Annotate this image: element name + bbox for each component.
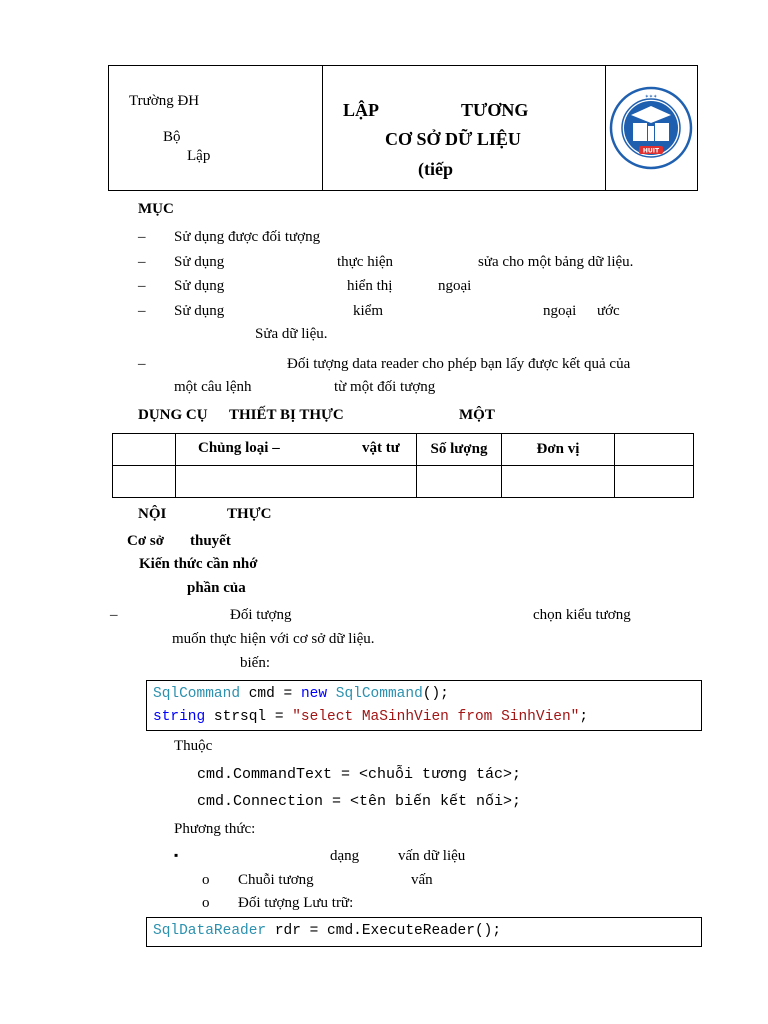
table-cell — [502, 466, 615, 498]
property-connection: cmd.Connection = <tên biến kết nối>; — [197, 793, 522, 810]
objective-4-part1: Sử dụng — [174, 303, 225, 319]
property-commandtext: cmd.CommandText = <chuỗi tương tác>; — [197, 766, 522, 783]
table-cell — [615, 466, 694, 498]
knowledge-heading: Kiến thức cần nhớ — [139, 556, 258, 572]
sub-department: Lập — [187, 148, 211, 164]
table-header-row — [113, 434, 694, 466]
content-item-cont: muốn thực hiện với cơ sở dữ liệu. — [172, 631, 375, 647]
dash-marker: – — [110, 607, 118, 623]
table-cell — [176, 466, 417, 498]
dash-marker: – — [138, 356, 146, 372]
sub-bullet-1-a: Chuỗi tương — [238, 872, 314, 888]
objective-3-part2: hiển thị — [347, 278, 393, 294]
table-row — [113, 466, 694, 498]
property-label: Thuộc — [174, 738, 213, 754]
objective-5-text: Đối tượng data reader cho phép bạn lấy được kết quả của — [287, 356, 631, 372]
method-label: Phương thức: — [174, 821, 256, 837]
header-table — [108, 65, 698, 191]
objective-3-part1: Sử dụng — [174, 278, 225, 294]
objective-2-part1: Sử dụng — [174, 254, 225, 270]
content-heading-a: NỘI — [138, 506, 167, 522]
sub-bullet-2: Đối tượng Lưu trữ: — [238, 895, 354, 911]
content-item-a: Đối tượng — [230, 607, 292, 623]
header-title-cell — [322, 66, 606, 190]
objective-4-part2: kiểm — [353, 303, 383, 319]
bullet-marker: ▪ — [174, 848, 179, 862]
bullet-1-a: dạng — [330, 848, 360, 864]
dash-marker: – — [138, 254, 146, 270]
header-school-cell — [109, 66, 323, 190]
equipment-table — [112, 433, 694, 498]
objective-1-text: Sử dụng được đối tượng — [174, 229, 321, 245]
col-type-label: Chủng loại – — [198, 440, 280, 456]
school-name: Trường ĐH — [129, 93, 200, 109]
equipment-heading-a: DỤNG CỤ — [138, 407, 208, 423]
sub-bullet-1-b: vấn — [411, 872, 433, 888]
theory-heading-a: Cơ sở — [127, 533, 165, 549]
dash-marker: – — [138, 229, 146, 245]
bullet-1-b: vấn dữ liệu — [398, 848, 466, 864]
dash-marker: – — [138, 278, 146, 294]
objectives-heading: MỤC — [138, 201, 174, 217]
col-material-label: vật tư — [362, 440, 400, 456]
code-line: string strsql = "select MaSinhVien from SinhVien"; — [153, 709, 589, 725]
code-block-reader — [146, 917, 702, 947]
objective-4-cont: Sửa dữ liệu. — [255, 326, 328, 342]
code-line: SqlDataReader rdr = cmd.ExecuteReader(); — [153, 923, 502, 939]
objective-4-part4: ước — [597, 303, 620, 319]
table-cell — [417, 466, 502, 498]
code-block-command — [146, 680, 702, 731]
objective-5-cont2: từ một đối tượng — [334, 379, 436, 395]
equipment-heading-c: MỘT — [459, 407, 495, 423]
title-line1-b: TƯƠNG — [461, 100, 529, 120]
dash-marker: – — [138, 303, 146, 319]
theory-heading-b: thuyết — [190, 533, 231, 549]
title-line3: (tiếp — [418, 159, 453, 179]
table-cell — [113, 466, 176, 498]
sub-bullet-marker: o — [202, 872, 210, 888]
department: Bộ — [163, 129, 181, 145]
school-logo — [609, 86, 693, 170]
logo-badge-text: HUIT — [642, 147, 660, 155]
objective-3-part3: ngoại — [438, 278, 472, 294]
section-heading: phần của — [187, 580, 246, 596]
objective-2-part3: sửa cho một bảng dữ liệu. — [478, 254, 634, 270]
code-line: SqlCommand cmd = new SqlCommand(); — [153, 686, 449, 702]
content-item-b: chọn kiểu tương — [533, 607, 631, 623]
variable-label: biến: — [240, 655, 270, 671]
table-header-type — [176, 434, 417, 466]
table-cell — [113, 434, 176, 466]
content-heading-b: THỰC — [227, 506, 272, 522]
objective-4-part3: ngoại — [543, 303, 577, 319]
svg-text:✶✶✶: ✶✶✶ — [644, 94, 658, 100]
title-line1-a: LẬP — [343, 100, 379, 120]
objective-5-cont1: một câu lệnh — [174, 379, 252, 395]
sub-bullet-marker: o — [202, 895, 210, 911]
header-logo-cell — [605, 66, 697, 190]
col-qty-label: Số lượng — [417, 434, 502, 466]
table-cell — [615, 434, 694, 466]
equipment-heading-b: THIẾT BỊ THỰC — [229, 407, 344, 423]
objective-2-part2: thực hiện — [337, 254, 394, 270]
title-line2: CƠ SỞ DỮ LIỆU — [385, 129, 521, 149]
col-unit-label: Đơn vị — [502, 434, 615, 466]
